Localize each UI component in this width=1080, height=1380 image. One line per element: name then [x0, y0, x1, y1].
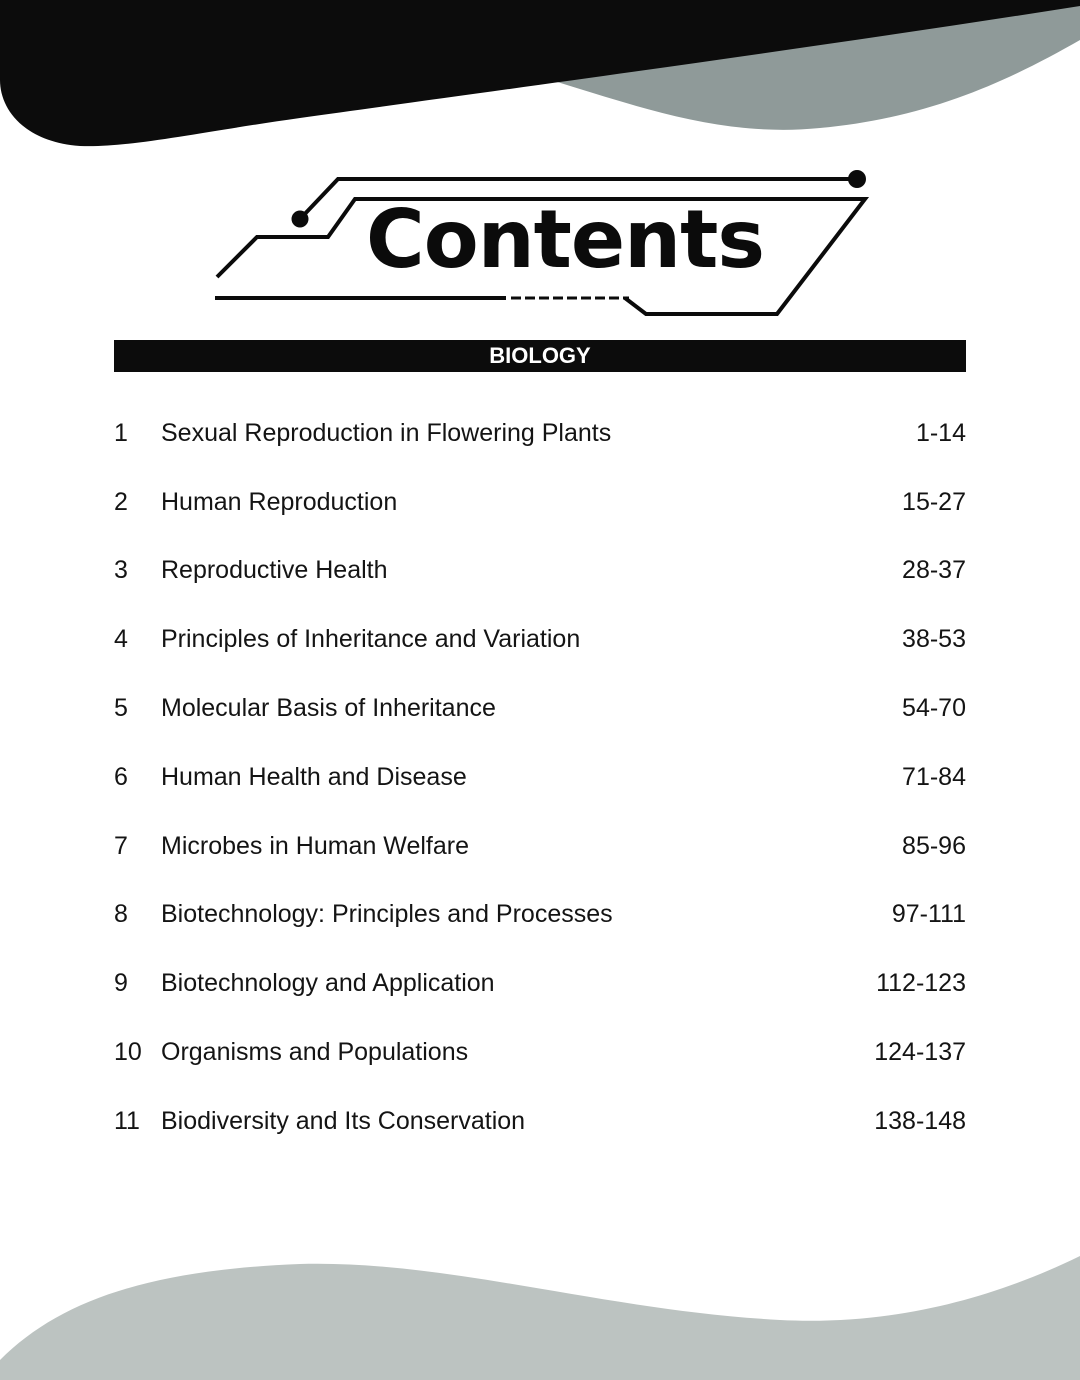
- chapter-pages: 85-96: [902, 831, 966, 860]
- chapter-title: Organisms and Populations: [161, 1038, 469, 1067]
- toc-row[interactable]: [114, 674, 966, 743]
- chapter-pages: 124-137: [874, 1038, 966, 1067]
- table-of-contents: [114, 399, 966, 1156]
- chapter-title: Human Reproduction: [161, 487, 398, 516]
- toc-row[interactable]: [114, 468, 966, 537]
- chapter-number: 2: [114, 487, 128, 516]
- chapter-title: Sexual Reproduction in Flowering Plants: [161, 418, 612, 447]
- subject-heading-label: BIOLOGY: [489, 343, 591, 368]
- toc-row[interactable]: [114, 1087, 966, 1156]
- chapter-title: Biodiversity and Its Conservation: [161, 1106, 526, 1135]
- chapter-title: Molecular Basis of Inheritance: [161, 694, 496, 723]
- chapter-number: 4: [114, 625, 128, 654]
- circuit-dot-left: [292, 211, 309, 228]
- chapter-number: 3: [114, 556, 128, 585]
- chapter-pages: 38-53: [902, 625, 966, 654]
- toc-row[interactable]: [114, 605, 966, 674]
- chapter-title: Reproductive Health: [161, 556, 388, 585]
- chapter-number: 5: [114, 694, 128, 723]
- chapter-pages: 54-70: [902, 694, 966, 723]
- bottom-gray-wave: [0, 1256, 1080, 1380]
- chapter-pages: 138-148: [874, 1106, 966, 1135]
- top-wave-decoration: [0, 0, 1080, 150]
- subject-heading-bar: [114, 340, 966, 372]
- chapter-number: 1: [114, 418, 128, 447]
- chapter-number: 11: [114, 1106, 140, 1135]
- toc-row[interactable]: [114, 399, 966, 468]
- chapter-title: Microbes in Human Welfare: [161, 831, 469, 860]
- chapter-title: Biotechnology and Application: [161, 969, 495, 998]
- chapter-title: Biotechnology: Principles and Processes: [161, 900, 613, 929]
- chapter-pages: 1-14: [915, 418, 966, 447]
- toc-row[interactable]: [114, 743, 966, 812]
- chapter-number: 6: [114, 762, 128, 791]
- chapter-title: Human Health and Disease: [161, 762, 467, 791]
- chapter-number: 9: [114, 969, 128, 998]
- circuit-dot-right: [848, 170, 866, 188]
- toc-row[interactable]: [114, 949, 966, 1018]
- chapter-pages: 71-84: [902, 762, 966, 791]
- toc-row[interactable]: [114, 881, 966, 950]
- chapter-number: 7: [114, 831, 128, 860]
- toc-row[interactable]: [114, 537, 966, 606]
- page-title: Contents: [366, 193, 764, 286]
- toc-row[interactable]: [114, 1018, 966, 1087]
- chapter-pages: 28-37: [902, 556, 966, 585]
- toc-row[interactable]: [114, 812, 966, 881]
- chapter-pages: 97-111: [891, 900, 966, 929]
- bottom-wave-decoration: [0, 1240, 1080, 1380]
- chapter-pages: 15-27: [902, 487, 966, 516]
- chapter-title: Principles of Inheritance and Variation: [161, 625, 581, 654]
- chapter-pages: 112-123: [876, 969, 966, 998]
- chapter-number: 10: [114, 1038, 142, 1067]
- chapter-number: 8: [114, 900, 128, 929]
